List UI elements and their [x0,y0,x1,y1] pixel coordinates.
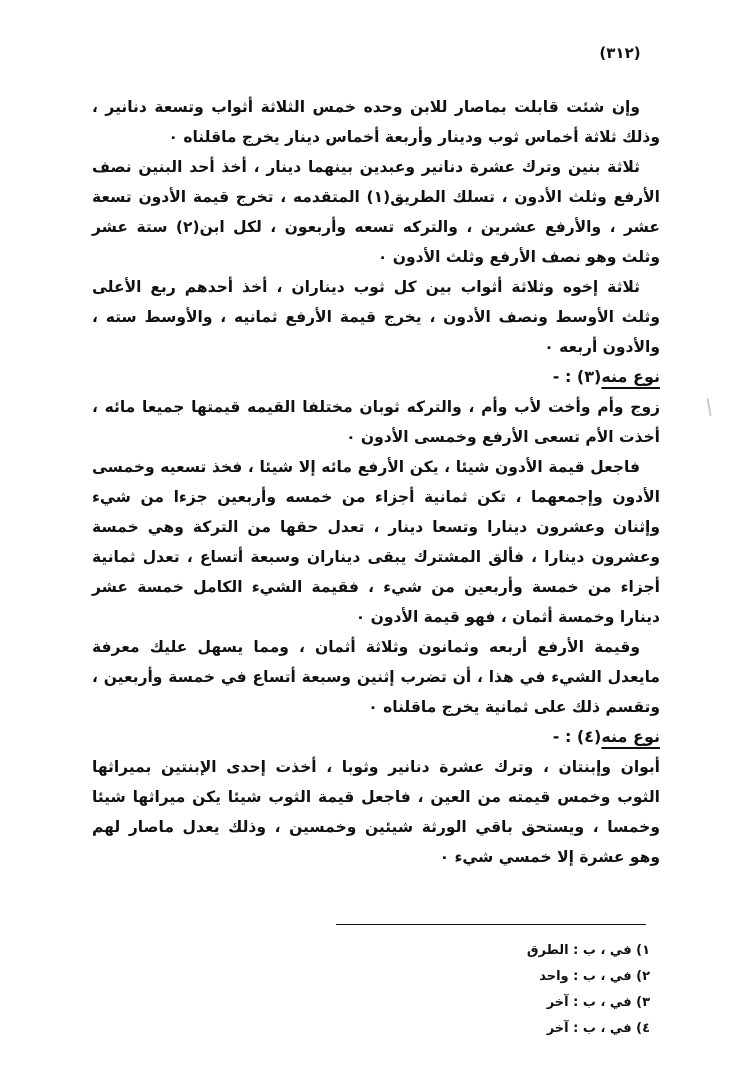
footnote-1: ١) في ، ب : الطرق [526,943,650,958]
footnote-2: ٢) في ، ب : واحد [539,969,650,984]
footnotes [360,938,650,1042]
section-heading-2 [92,722,660,752]
paragraph-1: وإن شئت قابلت بماصار للابن وحده خمس الثلاثة أثواب وتسعة دنانير ، وذلك ثلاثة أخماس ثوب ودينار وأربعة أخماس دينار يخرج ماقلناه ٠ [92,98,660,146]
paragraph-7: أبوان وإبنتان ، وترك عشرة دنانير وثوبا ، أخذت إحدى الإبنتين بميراثها الثوب وخمس قيمته من العين ، فاجعل قيمة الثوب شيئا يكن ميراثها شيئا وخمسا ، ويستحق باقي الورثة شيئين وخمسين ، وذلك يعدل ماصار لهم وهو عشرة إلا خمسي شيء ٠ [92,758,660,866]
paragraph-5: فاجعل قيمة الأدون شيئا ، يكن الأرفع مائه إلا شيئا ، فخذ تسعيه وخمسى الأدون وإجمعهما ، تكن ثمانية أجزاء من خمسه وأربعين جزءا من شيء وإثنان وعشرون دينارا وتسعا دينار ، تعدل حقها من التركة وهي خمسة وعشرون دينارا ، فألق المشترك يبقى ديناران وسبعة أتساع ، تعدل ثمانية أجزاء من خمسة وأربعين من شيء ، فقيمة الشيء الكامل خمسة عشر دينارا وخمسة أثمان ، فهو قيمة الأدون ٠ [92,458,660,626]
page-number: (٣١٢) [599,44,641,62]
footnote-3: ٣) في ، ب : آخر [546,995,650,1010]
scan-mark [706,398,711,416]
footnote-4: ٤) في ، ب : آخر [546,1021,650,1036]
footnote-divider [336,924,646,925]
section-heading-1 [92,362,660,392]
main-text [92,92,660,872]
paragraph-2: ثلاثة بنين وترك عشرة دنانير وعبدين بينهما دينار ، أخذ أحد البنين نصف الأرفع وثلث الأدون ، تسلك الطريق(١) المتقدمه ، تخرج قيمة الأدون تسعة عشر ، والأرفع عشرين ، والتركه تسعه وأربعون ، لكل ابن(٢) ستة عشر وثلث وهو نصف الأرفع وثلث الأدون ٠ [92,158,660,266]
section-heading-2-label: نوع منه [601,727,660,746]
section-heading-1-ref: (٣) : - [552,367,602,386]
paragraph-6: وقيمة الأرفع أربعه وثمانون وثلاثة أثمان ، ومما يسهل عليك معرفة مايعدل الشيء في هذا ، أن تضرب إثنين وسبعة أتساع في خمسة وأربعين ، وتقسم ذلك على ثمانية يخرج ماقلناه ٠ [92,638,660,716]
section-heading-2-ref: (٤) : - [552,727,602,746]
section-heading-1-label: نوع منه [601,367,660,386]
paragraph-3: ثلاثة إخوه وثلاثة أثواب بين كل ثوب ديناران ، أخذ أحدهم ربع الأعلى وثلث الأوسط ونصف الأدون ، يخرج قيمة الأرفع ثمانيه ، والأوسط سته ، والأدون أربعه ٠ [92,278,660,356]
paragraph-4: زوج وأم وأخت لأب وأم ، والتركه ثوبان مختلفا القيمه قيمتها جميعا مائه ، أخذت الأم تسعى الأرفع وخمسى الأدون ٠ [92,398,660,446]
